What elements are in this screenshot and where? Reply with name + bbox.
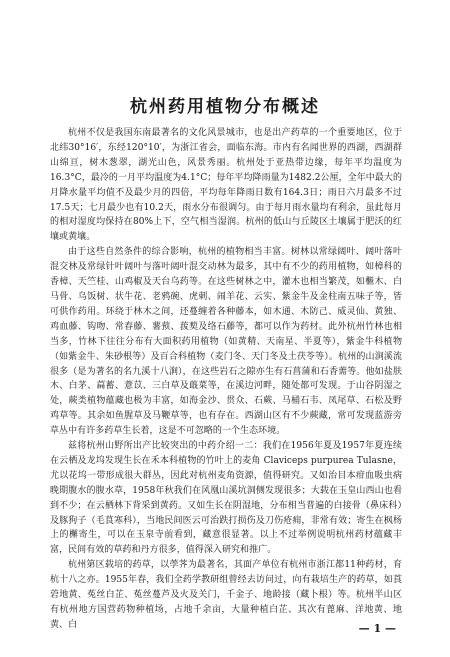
paragraph: 杭州不仅是我国东南最著名的文化风景城市，也是出产药草的一个重要地区，位于北纬30°16′，东经120°10′，为浙江省会，面临东海。市内有名闻世界的西湖，西湖群山绵亘，树木葱翠，湖光山色，风景秀丽。杭州处于亚热带边缘，每年平均温度为16.3°C，最冷的一月平均温度为4.1°C；每年平均降雨量为1482.2公厘，全年中最大的月降水量平均值不及最少月的四倍，平均每年降雨日数有164.3日；雨日六月最多不过17.5天；七月最少也有10.2天，雨水分布很调匀。由于每月雨水量均有利余，虽此每月的相对湿度均保持在80%上下，空气相当湿润。杭州的低山与丘陵区土壤属于肥沃的红壤或黄壤。 (50, 128, 402, 243)
paragraph: 兹将杭州山野所出产比较突出的中药介绍一二：我们在1956年夏及1957年夏连续在云栖及龙坞发现生长在禾本科植物的竹叶上的麦角 Claviceps purpurea Tulasne，尤以花坞一带形成很大群丛，因此对杭州麦角资源，值得研究。又如治目本疳血吸虫病晚期腹水的腹水草，1958年秋我们在风凰山溪坑洞侧发现很多；大载在玉皇山西山也看到不少；在云栖林下背采到黄药。又如生长在阴湿地，分布相当普遍的白接骨（鼻床科）及豚狗子（毛茛寒科），当地民间医云可治跌打损伤及刀伤疮痈，非常有效；寄生在枫杨上的檞寄生，可以在玉泉寺前看到，藏意很显著。以上不过举例说明杭州药材蕴藏丰富，民间有效的草药和丹方很多，值得深入研究和推广。 (50, 441, 402, 556)
body-text (50, 126, 402, 633)
page-number: — 1 — (358, 622, 396, 635)
paragraph: 由于这些自然条件的综合影响，杭州的植物相当丰富。树林以常绿阔叶、阔叶落叶混交林及常绿针叶阔叶与落叶阔叶混交动林为最多，其中有不少的药用植物，如樟科的香樟、天竺桂、山鸡椒及天台乌药等。在这些树林之中，灌木也相当繁茂，如檵木、白马骨、乌饭树、状牛花、老鸦碗、虎刺、闹羊花、云实、紫金牛及金柱南五味子等，皆可供作药用。环绕于林木之间，还蔓缠着各种藤本，如木通、木防己、威灵仙、黄独、鸡血藤、钩吻、常春藤、薯蓣、菝葜及络石藤等，都可以作为药材。此外杭州竹林也相当多，竹林下往往分布有大面积药用植物（如黄精、天南星、半夏等），紫金牛科植物（如紫金牛、朱砂根等）及百合科植物（麦门冬、天门冬及土茯苓等）。杭州的山涧溪流很多（是为著名的名九溪十八涧），在这些岩石之隙亦生有石菖蒲和石香薷等。他如盐肤木、白茅、萹蓄、薏苡、三白草及蕺菜等，在溪边河畔，随处都可发现。于山谷阴湿之处，蕨类植物蕴藏也极为丰富，如海金沙、贯众、石蕨、马桶石韦、凤尾草、石松及野鸡草等。其余如鱼腥草及马鞭草等，也有存在。西湖山区有不少蕨藏，常可发现蓝游旁草丛中有许多药草生长着，这是不可忽略的一个生态环境。 (50, 247, 402, 437)
page-title: 杭州药用植物分布概述 (130, 97, 320, 117)
paragraph: 杭州第区载培的药草，以荸荠为最著名，其面产单位有杭州市浙江都11种药材，育杭十八之亦。1955年春，我们全药学教研组曾经去访问过，向有栽培生产的药草，如莨菪地黄、菟丝白芷、菟丝蔓芦及火及关门，千金子、地龄接（藏卜根）等。杭州半山区有杭州地方国营药物种植场，占地千余亩，大量种植白芷、其次有蓖麻、洋地黄、地黄、白 (50, 560, 402, 630)
